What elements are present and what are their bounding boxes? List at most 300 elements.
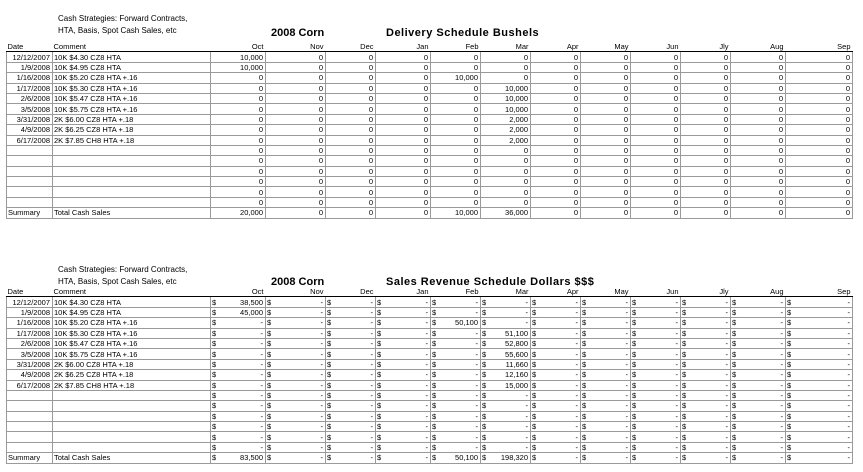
- date-cell[interactable]: 3/31/2008: [7, 359, 53, 369]
- value-cell[interactable]: [631, 411, 681, 421]
- value-cell[interactable]: [376, 380, 431, 390]
- value-cell[interactable]: 0: [786, 93, 853, 103]
- value-cell[interactable]: 0: [581, 197, 631, 207]
- value-cell[interactable]: 0: [266, 208, 326, 218]
- value-cell[interactable]: 0: [376, 166, 431, 176]
- value-cell[interactable]: [631, 297, 681, 307]
- value-cell[interactable]: [211, 411, 266, 421]
- value-cell[interactable]: 0: [581, 73, 631, 83]
- comment-cell[interactable]: Total Cash Sales: [53, 208, 211, 218]
- value-cell[interactable]: [376, 338, 431, 348]
- value-cell[interactable]: [326, 349, 376, 359]
- value-cell[interactable]: [631, 318, 681, 328]
- value-cell[interactable]: 0: [731, 208, 786, 218]
- value-cell[interactable]: [631, 359, 681, 369]
- value-cell[interactable]: 0: [631, 52, 681, 62]
- value-cell[interactable]: 0: [731, 114, 786, 124]
- value-cell[interactable]: 0: [786, 73, 853, 83]
- value-cell[interactable]: 0: [531, 208, 581, 218]
- value-cell[interactable]: [431, 297, 481, 307]
- value-cell[interactable]: 0: [211, 73, 266, 83]
- value-cell[interactable]: [531, 442, 581, 452]
- value-cell[interactable]: [786, 401, 853, 411]
- comment-cell[interactable]: [53, 432, 211, 442]
- value-cell[interactable]: 0: [376, 177, 431, 187]
- value-cell[interactable]: 0: [531, 62, 581, 72]
- date-cell[interactable]: [7, 422, 53, 432]
- value-cell[interactable]: 0: [531, 156, 581, 166]
- value-cell[interactable]: [786, 432, 853, 442]
- date-cell[interactable]: 1/17/2008: [7, 328, 53, 338]
- value-cell[interactable]: 0: [431, 197, 481, 207]
- value-cell[interactable]: 0: [731, 187, 786, 197]
- value-cell[interactable]: 0: [631, 125, 681, 135]
- value-cell[interactable]: [481, 349, 531, 359]
- value-cell[interactable]: [326, 432, 376, 442]
- value-cell[interactable]: 0: [211, 197, 266, 207]
- comment-cell[interactable]: 10K $4.30 CZ8 HTA: [53, 297, 211, 307]
- value-cell[interactable]: 0: [326, 62, 376, 72]
- value-cell[interactable]: [266, 422, 326, 432]
- value-cell[interactable]: [211, 422, 266, 432]
- value-cell[interactable]: 0: [581, 114, 631, 124]
- value-cell[interactable]: 0: [731, 52, 786, 62]
- value-cell[interactable]: 0: [326, 93, 376, 103]
- value-cell[interactable]: 0: [631, 62, 681, 72]
- comment-cell[interactable]: Total Cash Sales: [53, 453, 211, 463]
- value-cell[interactable]: [581, 318, 631, 328]
- value-cell[interactable]: [786, 307, 853, 317]
- value-cell[interactable]: [631, 453, 681, 463]
- value-cell[interactable]: [326, 390, 376, 400]
- value-cell[interactable]: 0: [266, 187, 326, 197]
- value-cell[interactable]: [731, 401, 786, 411]
- value-cell[interactable]: [431, 411, 481, 421]
- value-cell[interactable]: 0: [431, 114, 481, 124]
- value-cell[interactable]: [376, 349, 431, 359]
- value-cell[interactable]: 0: [431, 104, 481, 114]
- value-cell[interactable]: [326, 338, 376, 348]
- value-cell[interactable]: 0: [631, 166, 681, 176]
- date-cell[interactable]: [7, 442, 53, 452]
- value-cell[interactable]: 0: [326, 156, 376, 166]
- date-cell[interactable]: [7, 390, 53, 400]
- value-cell[interactable]: 0: [531, 197, 581, 207]
- value-cell[interactable]: 0: [731, 104, 786, 114]
- comment-cell[interactable]: [53, 145, 211, 155]
- comment-cell[interactable]: 10K $5.47 CZ8 HTA +.16: [53, 93, 211, 103]
- date-cell[interactable]: 1/16/2008: [7, 73, 53, 83]
- value-cell[interactable]: 0: [581, 156, 631, 166]
- comment-cell[interactable]: [53, 411, 211, 421]
- value-cell[interactable]: 0: [481, 145, 531, 155]
- value-cell[interactable]: 0: [731, 93, 786, 103]
- value-cell[interactable]: 0: [266, 166, 326, 176]
- date-cell[interactable]: 3/5/2008: [7, 349, 53, 359]
- value-cell[interactable]: [376, 401, 431, 411]
- value-cell[interactable]: [266, 370, 326, 380]
- value-cell[interactable]: 0: [431, 156, 481, 166]
- value-cell[interactable]: 0: [786, 166, 853, 176]
- value-cell[interactable]: 0: [681, 145, 731, 155]
- value-cell[interactable]: [376, 359, 431, 369]
- value-cell[interactable]: [731, 390, 786, 400]
- value-cell[interactable]: [731, 453, 786, 463]
- value-cell[interactable]: 0: [681, 125, 731, 135]
- date-cell[interactable]: 6/17/2008: [7, 135, 53, 145]
- value-cell[interactable]: [731, 318, 786, 328]
- value-cell[interactable]: [581, 380, 631, 390]
- date-cell[interactable]: 3/31/2008: [7, 114, 53, 124]
- value-cell[interactable]: [211, 390, 266, 400]
- value-cell[interactable]: [266, 318, 326, 328]
- value-cell[interactable]: [481, 390, 531, 400]
- value-cell[interactable]: 0: [326, 73, 376, 83]
- value-cell[interactable]: [211, 318, 266, 328]
- value-cell[interactable]: 0: [376, 73, 431, 83]
- value-cell[interactable]: 0: [681, 114, 731, 124]
- value-cell[interactable]: [376, 307, 431, 317]
- value-cell[interactable]: [786, 318, 853, 328]
- value-cell[interactable]: [581, 370, 631, 380]
- value-cell[interactable]: [731, 422, 786, 432]
- comment-cell[interactable]: [53, 166, 211, 176]
- value-cell[interactable]: [786, 328, 853, 338]
- value-cell[interactable]: [431, 422, 481, 432]
- value-cell[interactable]: [786, 349, 853, 359]
- value-cell[interactable]: [431, 328, 481, 338]
- value-cell[interactable]: [431, 453, 481, 463]
- value-cell[interactable]: 0: [581, 166, 631, 176]
- value-cell[interactable]: 0: [266, 52, 326, 62]
- value-cell[interactable]: [431, 338, 481, 348]
- value-cell[interactable]: [531, 411, 581, 421]
- value-cell[interactable]: 0: [326, 52, 376, 62]
- value-cell[interactable]: 0: [581, 177, 631, 187]
- value-cell[interactable]: 0: [631, 104, 681, 114]
- value-cell[interactable]: [431, 380, 481, 390]
- value-cell[interactable]: 10,000: [431, 208, 481, 218]
- value-cell[interactable]: [531, 432, 581, 442]
- value-cell[interactable]: [581, 328, 631, 338]
- value-cell[interactable]: 0: [581, 83, 631, 93]
- value-cell[interactable]: 0: [211, 187, 266, 197]
- value-cell[interactable]: [786, 442, 853, 452]
- date-cell[interactable]: [7, 197, 53, 207]
- value-cell[interactable]: [326, 401, 376, 411]
- date-cell[interactable]: 1/17/2008: [7, 83, 53, 93]
- summary-label[interactable]: Summary: [7, 208, 53, 218]
- value-cell[interactable]: 0: [581, 104, 631, 114]
- value-cell[interactable]: 0: [731, 177, 786, 187]
- comment-cell[interactable]: 10K $5.20 CZ8 HTA +.16: [53, 73, 211, 83]
- value-cell[interactable]: [211, 307, 266, 317]
- value-cell[interactable]: 0: [731, 156, 786, 166]
- value-cell[interactable]: 2,000: [481, 114, 531, 124]
- value-cell[interactable]: [481, 359, 531, 369]
- comment-cell[interactable]: [53, 177, 211, 187]
- value-cell[interactable]: [681, 307, 731, 317]
- value-cell[interactable]: 10,000: [481, 104, 531, 114]
- value-cell[interactable]: [531, 422, 581, 432]
- value-cell[interactable]: 0: [531, 83, 581, 93]
- value-cell[interactable]: 0: [431, 62, 481, 72]
- value-cell[interactable]: 0: [531, 166, 581, 176]
- value-cell[interactable]: 0: [326, 177, 376, 187]
- date-cell[interactable]: 4/9/2008: [7, 125, 53, 135]
- value-cell[interactable]: 0: [481, 197, 531, 207]
- date-cell[interactable]: 1/9/2008: [7, 62, 53, 72]
- value-cell[interactable]: 0: [631, 114, 681, 124]
- value-cell[interactable]: 2,000: [481, 135, 531, 145]
- value-cell[interactable]: [581, 349, 631, 359]
- value-cell[interactable]: 10,000: [431, 73, 481, 83]
- comment-cell[interactable]: [53, 390, 211, 400]
- value-cell[interactable]: 0: [581, 135, 631, 145]
- value-cell[interactable]: 0: [376, 93, 431, 103]
- value-cell[interactable]: 0: [326, 145, 376, 155]
- value-cell[interactable]: 0: [731, 166, 786, 176]
- value-cell[interactable]: [531, 307, 581, 317]
- value-cell[interactable]: 0: [481, 52, 531, 62]
- value-cell[interactable]: 0: [531, 52, 581, 62]
- value-cell[interactable]: [431, 370, 481, 380]
- value-cell[interactable]: [681, 390, 731, 400]
- value-cell[interactable]: 0: [431, 125, 481, 135]
- value-cell[interactable]: 0: [481, 177, 531, 187]
- value-cell[interactable]: [431, 307, 481, 317]
- value-cell[interactable]: [681, 401, 731, 411]
- value-cell[interactable]: [431, 359, 481, 369]
- value-cell[interactable]: 0: [531, 145, 581, 155]
- value-cell[interactable]: [786, 359, 853, 369]
- value-cell[interactable]: 0: [431, 166, 481, 176]
- value-cell[interactable]: 0: [431, 177, 481, 187]
- value-cell[interactable]: [326, 370, 376, 380]
- value-cell[interactable]: [786, 422, 853, 432]
- value-cell[interactable]: 0: [786, 187, 853, 197]
- date-cell[interactable]: 2/6/2008: [7, 93, 53, 103]
- value-cell[interactable]: 0: [681, 93, 731, 103]
- value-cell[interactable]: 10,000: [211, 62, 266, 72]
- value-cell[interactable]: [266, 328, 326, 338]
- value-cell[interactable]: [266, 442, 326, 452]
- value-cell[interactable]: [681, 349, 731, 359]
- comment-cell[interactable]: 10K $5.47 CZ8 HTA +.16: [53, 338, 211, 348]
- comment-cell[interactable]: 10K $4.30 CZ8 HTA: [53, 52, 211, 62]
- value-cell[interactable]: 0: [376, 104, 431, 114]
- value-cell[interactable]: [211, 442, 266, 452]
- comment-cell[interactable]: [53, 401, 211, 411]
- value-cell[interactable]: [481, 297, 531, 307]
- comment-cell[interactable]: 10K $5.30 CZ8 HTA +.16: [53, 328, 211, 338]
- comment-cell[interactable]: [53, 197, 211, 207]
- value-cell[interactable]: [431, 432, 481, 442]
- date-cell[interactable]: [7, 166, 53, 176]
- value-cell[interactable]: [731, 442, 786, 452]
- value-cell[interactable]: [681, 432, 731, 442]
- value-cell[interactable]: 0: [266, 145, 326, 155]
- value-cell[interactable]: [481, 338, 531, 348]
- value-cell[interactable]: 0: [731, 135, 786, 145]
- value-cell[interactable]: 0: [531, 73, 581, 83]
- value-cell[interactable]: 0: [326, 104, 376, 114]
- value-cell[interactable]: 0: [266, 197, 326, 207]
- value-cell[interactable]: [731, 297, 786, 307]
- value-cell[interactable]: [681, 422, 731, 432]
- comment-cell[interactable]: 2K $7.85 CH8 HTA +.18: [53, 380, 211, 390]
- value-cell[interactable]: 0: [786, 114, 853, 124]
- date-cell[interactable]: 12/12/2007: [7, 52, 53, 62]
- value-cell[interactable]: [581, 390, 631, 400]
- value-cell[interactable]: [211, 297, 266, 307]
- date-cell[interactable]: [7, 432, 53, 442]
- value-cell[interactable]: [266, 338, 326, 348]
- value-cell[interactable]: [631, 401, 681, 411]
- value-cell[interactable]: [631, 390, 681, 400]
- value-cell[interactable]: [681, 453, 731, 463]
- value-cell[interactable]: 0: [326, 135, 376, 145]
- comment-cell[interactable]: 2K $6.25 CZ8 HTA +.18: [53, 370, 211, 380]
- value-cell[interactable]: [211, 401, 266, 411]
- value-cell[interactable]: 0: [326, 125, 376, 135]
- comment-cell[interactable]: 2K $6.00 CZ8 HTA +.18: [53, 359, 211, 369]
- value-cell[interactable]: [431, 442, 481, 452]
- value-cell[interactable]: 0: [786, 208, 853, 218]
- value-cell[interactable]: 0: [376, 208, 431, 218]
- value-cell[interactable]: 0: [266, 125, 326, 135]
- value-cell[interactable]: 0: [481, 156, 531, 166]
- value-cell[interactable]: [376, 442, 431, 452]
- value-cell[interactable]: 0: [431, 52, 481, 62]
- value-cell[interactable]: [266, 390, 326, 400]
- comment-cell[interactable]: 10K $4.95 CZ8 HTA: [53, 307, 211, 317]
- value-cell[interactable]: [731, 338, 786, 348]
- value-cell[interactable]: 0: [431, 83, 481, 93]
- value-cell[interactable]: 20,000: [211, 208, 266, 218]
- value-cell[interactable]: [211, 380, 266, 390]
- value-cell[interactable]: [326, 442, 376, 452]
- value-cell[interactable]: [631, 370, 681, 380]
- value-cell[interactable]: [481, 453, 531, 463]
- value-cell[interactable]: [266, 453, 326, 463]
- value-cell[interactable]: [731, 380, 786, 390]
- comment-cell[interactable]: [53, 422, 211, 432]
- value-cell[interactable]: 0: [326, 114, 376, 124]
- value-cell[interactable]: 0: [731, 197, 786, 207]
- value-cell[interactable]: [211, 432, 266, 442]
- value-cell[interactable]: [481, 401, 531, 411]
- value-cell[interactable]: [211, 359, 266, 369]
- value-cell[interactable]: 0: [211, 135, 266, 145]
- value-cell[interactable]: 0: [326, 208, 376, 218]
- value-cell[interactable]: 0: [326, 166, 376, 176]
- value-cell[interactable]: [431, 401, 481, 411]
- value-cell[interactable]: [786, 411, 853, 421]
- value-cell[interactable]: [681, 328, 731, 338]
- value-cell[interactable]: 0: [431, 93, 481, 103]
- value-cell[interactable]: 0: [631, 197, 681, 207]
- value-cell[interactable]: [266, 432, 326, 442]
- date-cell[interactable]: 2/6/2008: [7, 338, 53, 348]
- value-cell[interactable]: [581, 307, 631, 317]
- value-cell[interactable]: [431, 318, 481, 328]
- value-cell[interactable]: 0: [266, 73, 326, 83]
- value-cell[interactable]: 0: [731, 83, 786, 93]
- value-cell[interactable]: 0: [266, 83, 326, 93]
- value-cell[interactable]: 0: [786, 62, 853, 72]
- value-cell[interactable]: [211, 349, 266, 359]
- date-cell[interactable]: 4/9/2008: [7, 370, 53, 380]
- value-cell[interactable]: [376, 328, 431, 338]
- value-cell[interactable]: [581, 453, 631, 463]
- value-cell[interactable]: 0: [786, 156, 853, 166]
- value-cell[interactable]: [326, 318, 376, 328]
- value-cell[interactable]: 0: [531, 125, 581, 135]
- value-cell[interactable]: 36,000: [481, 208, 531, 218]
- value-cell[interactable]: 0: [481, 166, 531, 176]
- value-cell[interactable]: 10,000: [481, 93, 531, 103]
- value-cell[interactable]: [631, 432, 681, 442]
- value-cell[interactable]: 0: [681, 83, 731, 93]
- value-cell[interactable]: [531, 318, 581, 328]
- value-cell[interactable]: 0: [681, 166, 731, 176]
- value-cell[interactable]: [481, 432, 531, 442]
- value-cell[interactable]: 0: [211, 166, 266, 176]
- value-cell[interactable]: 0: [681, 197, 731, 207]
- value-cell[interactable]: 0: [786, 104, 853, 114]
- value-cell[interactable]: [266, 349, 326, 359]
- value-cell[interactable]: 0: [431, 187, 481, 197]
- value-cell[interactable]: [211, 338, 266, 348]
- date-cell[interactable]: [7, 187, 53, 197]
- value-cell[interactable]: [581, 411, 631, 421]
- value-cell[interactable]: [326, 380, 376, 390]
- value-cell[interactable]: 0: [376, 62, 431, 72]
- date-cell[interactable]: [7, 411, 53, 421]
- value-cell[interactable]: [581, 297, 631, 307]
- value-cell[interactable]: 0: [786, 145, 853, 155]
- value-cell[interactable]: 0: [211, 177, 266, 187]
- comment-cell[interactable]: 2K $6.25 CZ8 HTA +.18: [53, 125, 211, 135]
- value-cell[interactable]: [531, 453, 581, 463]
- value-cell[interactable]: [631, 349, 681, 359]
- value-cell[interactable]: 0: [326, 197, 376, 207]
- value-cell[interactable]: [376, 453, 431, 463]
- value-cell[interactable]: 0: [211, 83, 266, 93]
- value-cell[interactable]: [376, 297, 431, 307]
- value-cell[interactable]: [581, 432, 631, 442]
- value-cell[interactable]: [531, 338, 581, 348]
- comment-cell[interactable]: 2K $6.00 CZ8 HTA +.18: [53, 114, 211, 124]
- value-cell[interactable]: [481, 411, 531, 421]
- value-cell[interactable]: [266, 297, 326, 307]
- comment-cell[interactable]: 10K $5.75 CZ8 HTA +.16: [53, 104, 211, 114]
- value-cell[interactable]: 0: [211, 145, 266, 155]
- value-cell[interactable]: [531, 380, 581, 390]
- value-cell[interactable]: [731, 328, 786, 338]
- value-cell[interactable]: [786, 453, 853, 463]
- value-cell[interactable]: 0: [531, 114, 581, 124]
- value-cell[interactable]: 2,000: [481, 125, 531, 135]
- value-cell[interactable]: [326, 328, 376, 338]
- value-cell[interactable]: 0: [681, 52, 731, 62]
- value-cell[interactable]: 0: [431, 145, 481, 155]
- comment-cell[interactable]: [53, 156, 211, 166]
- value-cell[interactable]: [731, 411, 786, 421]
- date-cell[interactable]: [7, 145, 53, 155]
- value-cell[interactable]: 0: [266, 135, 326, 145]
